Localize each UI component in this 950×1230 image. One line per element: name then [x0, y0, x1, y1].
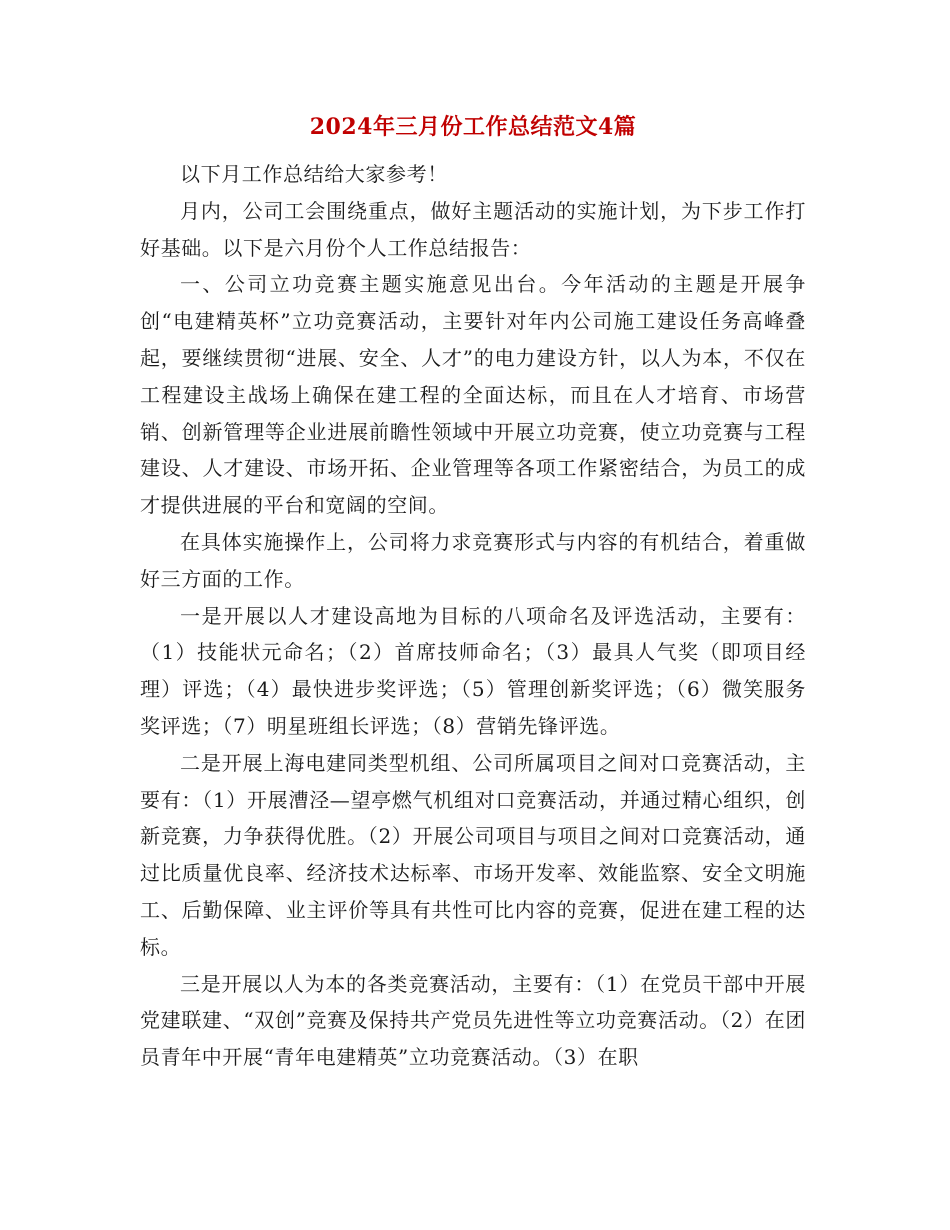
paragraph-item-two: 二是开展上海电建同类型机组、公司所属项目之间对口竞赛活动，主要有：（1）开展漕泾—望亭燃气机组对口竞赛活动，并通过精心组织，创新竞赛，力争获得优胜。（2）开展公司项目与项目之间对口竞赛活动，通过比质量优良率、经济技术达标率、市场开发率、效能监察、安全文明施工、后勤保障、业主评价等具有共性可比内容的竞赛，促进在建工程的达标。 — [140, 750, 806, 959]
paragraph-implementation: 在具体实施操作上，公司将力求竞赛形式与内容的有机结合，着重做好三方面的工作。 — [140, 529, 806, 591]
document-page — [140, 112, 806, 1076]
paragraph-item-one: 一是开展以人才建设高地为目标的八项命名及评选活动，主要有：（1）技能状元命名；（2）首席技师命名；（3）最具人气奖（即项目经理）评选；（4）最快进步奖评选；（5）管理创新奖评选；（6）微笑服务奖评选；（7）明星班组长评选；（8）营销先锋评选。 — [140, 603, 806, 738]
paragraph-section-one: 一、公司立功竞赛主题实施意见出台。今年活动的主题是开展争创“电建精英杯”立功竞赛活动，主要针对年内公司施工建设任务高峰叠起，要继续贯彻“进展、安全、人才”的电力建设方针，以人为本，不仅在工程建设主战场上确保在建工程的全面达标，而且在人才培育、市场营销、创新管理等企业进展前瞻性领域中开展立功竞赛，使立功竞赛与工程建设、人才建设、市场开拓、企业管理等各项工作紧密结合，为员工的成才提供进展的平台和宽阔的空间。 — [140, 272, 806, 518]
paragraph-overview: 月内，公司工会围绕重点，做好主题活动的实施计划，为下步工作打好基础。以下是六月份个人工作总结报告： — [140, 198, 806, 260]
paragraph-item-three: 三是开展以人为本的各类竞赛活动，主要有：（1）在党员干部中开展党建联建、“双创”竞赛及保持共产党员先进性等立功竞赛活动。（2）在团员青年中开展“青年电建精英”立功竞赛活动。（3）在职 — [140, 971, 806, 1070]
document-title: 2024年三月份工作总结范文4篇 — [309, 114, 637, 140]
paragraph-intro: 以下月工作总结给大家参考！ — [180, 162, 448, 186]
